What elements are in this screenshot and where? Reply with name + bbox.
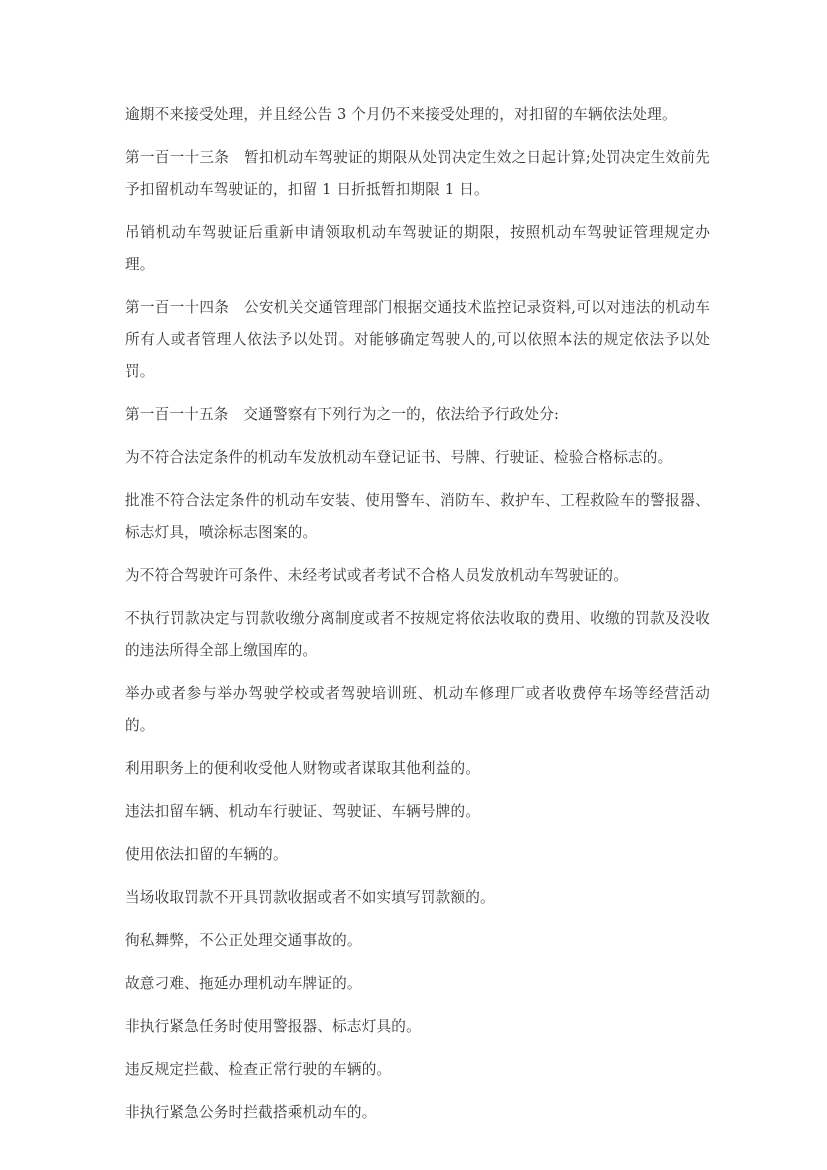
article-113-paragraph: 第一百一十三条 暂扣机动车驾驶证的期限从处罚决定生效之日起计算;处罚决定生效前先予扣留机动车驾驶证的，扣留 1 日折抵暂扣期限 1 日。 [125, 149, 710, 198]
document-paragraph: 徇私舞弊，不公正处理交通事故的。 [125, 932, 362, 949]
document-paragraph: 利用职务上的便利收受他人财物或者谋取其他利益的。 [125, 760, 481, 777]
document-paragraph: 非执行紧急公务时拦截搭乘机动车的。 [125, 1104, 377, 1121]
document-paragraph: 为不符合驾驶许可条件、未经考试或者考试不合格人员发放机动车驾驶证的。 [125, 567, 628, 584]
document-paragraph: 非执行紧急任务时使用警报器、标志灯具的。 [125, 1018, 421, 1035]
document-paragraph: 违反规定拦截、检查正常行驶的车辆的。 [125, 1061, 392, 1078]
document-paragraph: 不执行罚款决定与罚款收缴分离制度或者不按规定将依法收取的费用、收缴的罚款及没收的违法所得全部上缴国库的。 [125, 610, 710, 659]
article-114-paragraph: 第一百一十四条 公安机关交通管理部门根据交通技术监控记录资料,可以对违法的机动车所有人或者管理人依法予以处罚。对能够确定驾驶人的,可以依照本法的规定依法予以处罚。 [125, 299, 710, 380]
article-115-paragraph: 第一百一十五条 交通警察有下列行为之一的，依法给予行政处分: [125, 406, 560, 423]
document-paragraph: 吊销机动车驾驶证后重新申请领取机动车驾驶证的期限，按照机动车驾驶证管理规定办理。 [125, 224, 710, 273]
document-paragraph: 逾期不来接受处理，并且经公告 3 个月仍不来接受处理的，对扣留的车辆依法处理。 [125, 106, 677, 123]
document-paragraph: 当场收取罚款不开具罚款收据或者不如实填写罚款额的。 [125, 889, 495, 906]
document-paragraph: 批准不符合法定条件的机动车安装、使用警车、消防车、救护车、工程救险车的警报器、标志灯具，喷涂标志图案的。 [125, 492, 710, 541]
document-paragraph: 举办或者参与举办驾驶学校或者驾驶培训班、机动车修理厂或者收费停车场等经营活动的。 [125, 685, 710, 734]
document-paragraph: 违法扣留车辆、机动车行驶证、驾驶证、车辆号牌的。 [125, 803, 481, 820]
document-paragraph: 故意刁难、拖延办理机动车牌证的。 [125, 975, 362, 992]
document-paragraph: 为不符合法定条件的机动车发放机动车登记证书、号牌、行驶证、检验合格标志的。 [125, 449, 673, 466]
document-paragraph: 使用依法扣留的车辆的。 [125, 846, 288, 863]
